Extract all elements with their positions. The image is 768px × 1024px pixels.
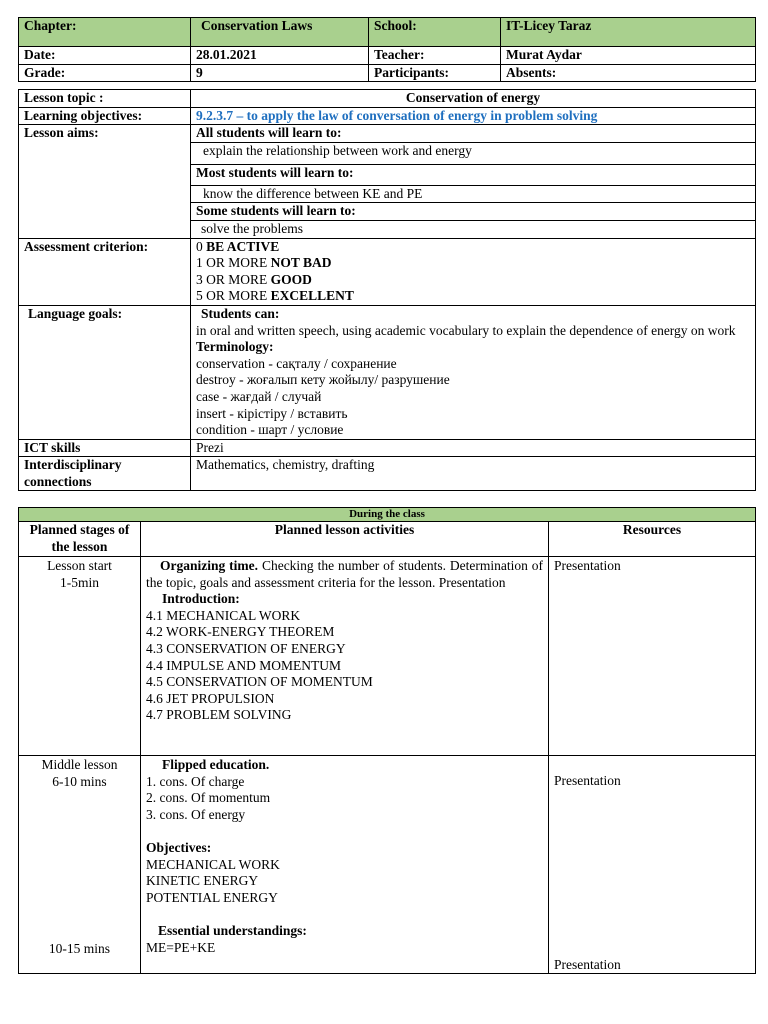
introduction-heading: Introduction: bbox=[162, 591, 240, 607]
grade-label: Grade: bbox=[19, 64, 191, 82]
middle-lesson-stage bbox=[19, 756, 141, 974]
lesson-plan-header-table bbox=[18, 17, 756, 82]
language-label: Language goals: bbox=[19, 305, 191, 439]
students-can-heading: Students can: bbox=[201, 305, 280, 321]
teacher-label: Teacher: bbox=[369, 47, 501, 65]
date-value: 28.01.2021 bbox=[191, 47, 369, 65]
term-item: insert - кірістіру / вставить bbox=[196, 405, 348, 421]
aim-text-some: solve the problems bbox=[201, 220, 303, 236]
absents-label: Absents: bbox=[501, 64, 756, 82]
intro-item: 4.1 MECHANICAL WORK bbox=[146, 607, 301, 623]
assessment-prefix: 3 OR MORE bbox=[196, 271, 271, 287]
assessment-line bbox=[196, 272, 750, 289]
organizing-paragraph bbox=[146, 558, 543, 591]
assessment-cell bbox=[191, 238, 756, 305]
teacher-value: Murat Aydar bbox=[501, 47, 756, 65]
stage-name: Middle lesson bbox=[41, 757, 118, 772]
ict-row bbox=[19, 439, 756, 457]
interdisciplinary-value: Mathematics, chemistry, drafting bbox=[191, 457, 756, 491]
language-row bbox=[19, 305, 756, 439]
ict-value: Prezi bbox=[191, 439, 756, 457]
intro-item: 4.3 CONSERVATION OF ENERGY bbox=[146, 640, 346, 656]
topic-value: Conservation of energy bbox=[191, 90, 756, 108]
col-stages-header: Planned stages of the lesson bbox=[19, 522, 141, 557]
during-header-row bbox=[19, 522, 756, 557]
flipped-heading: Flipped education. bbox=[162, 757, 270, 772]
objective-item: KINETIC ENERGY bbox=[146, 873, 259, 889]
objective-item: POTENTIAL ENERGY bbox=[146, 889, 278, 905]
assessment-line bbox=[196, 288, 750, 305]
objectives-label: Learning objectives: bbox=[19, 107, 191, 125]
intro-item: 4.7 PROBLEM SOLVING bbox=[146, 707, 292, 723]
terminology-heading: Terminology: bbox=[196, 339, 274, 355]
aim-heading-most: Most students will learn to: bbox=[191, 165, 755, 186]
col-activities-header: Planned lesson activities bbox=[141, 522, 549, 557]
assessment-prefix: 1 OR MORE bbox=[196, 255, 271, 271]
students-can-text: in oral and written speech, using academic vocabulary to explain the dependence of energy on work bbox=[196, 322, 736, 338]
assessment-level: BE ACTIVE bbox=[206, 238, 280, 254]
chapter-label: Chapter: bbox=[19, 18, 191, 47]
objectives-heading: Objectives: bbox=[146, 839, 212, 855]
language-cell bbox=[191, 305, 756, 439]
grade-value: 9 bbox=[191, 64, 369, 82]
assessment-level: EXCELLENT bbox=[270, 288, 354, 304]
lesson-start-stage bbox=[19, 557, 141, 756]
assessment-prefix: 0 bbox=[196, 238, 207, 254]
flipped-item: 3. cons. Of energy bbox=[146, 806, 246, 822]
aim-heading-all: All students will learn to: bbox=[191, 125, 755, 143]
participants-label: Participants: bbox=[369, 64, 501, 82]
school-value: IT-Licey Taraz bbox=[501, 18, 756, 47]
term-item: case - жағдай / случай bbox=[196, 388, 322, 404]
date-label: Date: bbox=[19, 47, 191, 65]
resource-item-2: Presentation bbox=[554, 957, 621, 972]
term-item: destroy - жоғалып кету жойылу/ разрушение bbox=[196, 372, 450, 388]
intro-item: 4.5 CONSERVATION OF MOMENTUM bbox=[146, 674, 373, 690]
objectives-row bbox=[19, 107, 756, 125]
topic-row bbox=[19, 90, 756, 108]
essential-formula: ME=PE+KE bbox=[146, 939, 216, 955]
during-class-table bbox=[18, 507, 756, 974]
interdisciplinary-label: Interdisciplinary connections bbox=[19, 457, 191, 491]
lesson-plan-table bbox=[18, 89, 756, 491]
assessment-row bbox=[19, 238, 756, 305]
aim-text-most: know the difference between KE and PE bbox=[191, 186, 755, 204]
date-row bbox=[19, 47, 756, 65]
intro-item: 4.2 WORK-ENERGY THEOREM bbox=[146, 624, 335, 640]
school-label: School: bbox=[369, 18, 501, 47]
lesson-start-resources: Presentation bbox=[549, 557, 756, 756]
aim-text-all: explain the relationship between work and energy bbox=[191, 143, 755, 165]
assessment-level: GOOD bbox=[270, 271, 312, 287]
aims-cell bbox=[191, 125, 756, 238]
middle-lesson-activities bbox=[141, 756, 549, 974]
aim-heading-some: Some students will learn to: bbox=[191, 203, 755, 221]
intro-item: 4.4 IMPULSE AND MOMENTUM bbox=[146, 657, 342, 673]
grade-row bbox=[19, 64, 756, 82]
topic-label: Lesson topic : bbox=[19, 90, 191, 108]
stage-time: 6-10 mins bbox=[52, 773, 107, 789]
intro-item: 4.6 JET PROPULSION bbox=[146, 690, 275, 706]
organizing-text: Checking the number of students. Determination of the topic, goals and assessment criteria for the lesson. Presentation bbox=[146, 558, 543, 590]
assessment-line bbox=[196, 239, 750, 256]
aims-label: Lesson aims: bbox=[19, 125, 191, 238]
middle-lesson-resources bbox=[549, 756, 756, 974]
essential-heading: Essential understandings: bbox=[158, 922, 307, 938]
flipped-item: 2. cons. Of momentum bbox=[146, 790, 271, 806]
assessment-level: NOT BAD bbox=[270, 255, 332, 271]
stage-time: 1-5min bbox=[60, 574, 99, 590]
assessment-prefix: 5 OR MORE bbox=[196, 288, 271, 304]
stage-time-2: 10-15 mins bbox=[48, 941, 111, 956]
middle-lesson-row bbox=[19, 756, 756, 974]
organizing-heading: Organizing time. bbox=[160, 558, 259, 573]
assessment-line bbox=[196, 255, 750, 272]
ict-label: ICT skills bbox=[19, 439, 191, 457]
chapter-value: Conservation Laws bbox=[191, 18, 369, 47]
during-class-banner bbox=[19, 508, 756, 522]
lesson-start-row bbox=[19, 557, 756, 756]
chapter-row bbox=[19, 18, 756, 47]
resource-item: Presentation bbox=[554, 773, 621, 788]
assessment-label: Assessment criterion: bbox=[19, 238, 191, 305]
objectives-value: 9.2.3.7 – to apply the law of conversation of energy in problem solving bbox=[191, 107, 756, 125]
lesson-start-activities bbox=[141, 557, 549, 756]
term-item: condition - шарт / условие bbox=[196, 422, 344, 438]
during-class-title: During the class bbox=[19, 508, 756, 522]
objective-item: MECHANICAL WORK bbox=[146, 856, 280, 872]
term-item: conservation - сақталу / сохранение bbox=[196, 355, 397, 371]
col-resources-header: Resources bbox=[549, 522, 756, 557]
interdisciplinary-row bbox=[19, 457, 756, 491]
flipped-item: 1. cons. Of charge bbox=[146, 773, 245, 789]
aims-row bbox=[19, 125, 756, 238]
stage-name: Lesson start bbox=[47, 558, 112, 573]
